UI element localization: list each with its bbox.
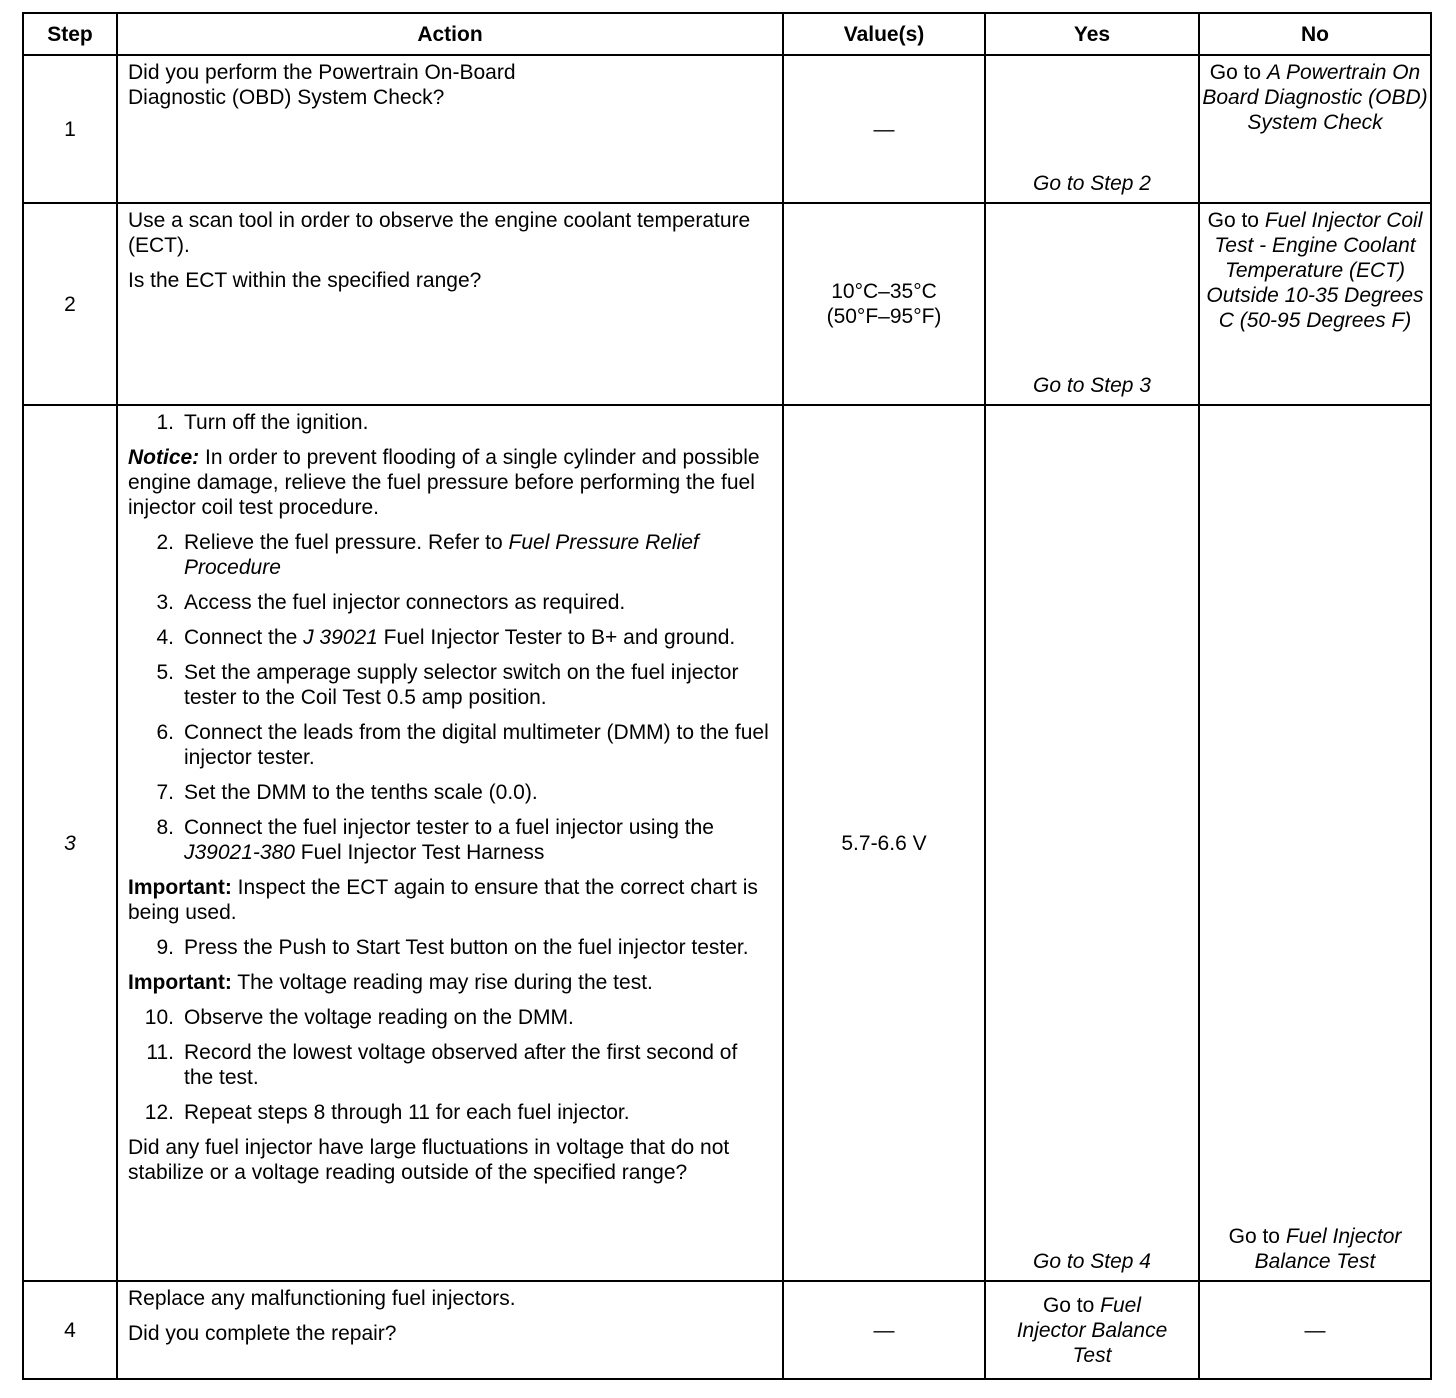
no-prefix: Go to bbox=[1209, 61, 1262, 84]
yes-cell[interactable] bbox=[985, 1281, 1199, 1379]
no-link[interactable]: Fuel Injector Balance Test bbox=[1254, 1225, 1402, 1273]
tool-reference: J39021-380 bbox=[184, 841, 295, 864]
procedure-list bbox=[128, 1005, 772, 1125]
list-item: 2. Relieve the fuel pressure. Refer to Fuel Pressure Relief Procedure bbox=[156, 531, 699, 579]
diagnostic-table bbox=[22, 12, 1432, 1380]
list-item: 4. Connect the J 39021 Fuel Injector Tester to B+ and ground. bbox=[156, 626, 736, 649]
table-row-step-1 bbox=[23, 55, 1431, 203]
action-text: Did you perform the Powertrain On-Board Diagnostic (OBD) System Check? bbox=[128, 61, 516, 109]
list-item: 5. Set the amperage supply selector switch on the fuel injector tester to the Coil Test 0.5 amp position. bbox=[156, 661, 739, 709]
list-item: 7. Set the DMM to the tenths scale (0.0). bbox=[156, 781, 538, 804]
header-no: No bbox=[1199, 13, 1431, 55]
value-cell: 5.7-6.6 V bbox=[783, 405, 985, 1281]
action-cell bbox=[117, 1281, 783, 1379]
table-row-step-2 bbox=[23, 203, 1431, 405]
header-yes: Yes bbox=[985, 13, 1199, 55]
action-cell bbox=[117, 55, 783, 203]
yes-cell[interactable]: Go to Step 3 bbox=[985, 203, 1199, 405]
action-cell bbox=[117, 203, 783, 405]
important-note: Important: Inspect the ECT again to ensure that the correct chart is being used. bbox=[128, 876, 758, 924]
value-celsius: 10°C–35°C bbox=[831, 280, 937, 303]
action-text: Use a scan tool in order to observe the engine coolant temperature (ECT). bbox=[128, 209, 751, 257]
procedure-list bbox=[128, 530, 772, 865]
value-cell bbox=[783, 203, 985, 405]
important-note: Important: The voltage reading may rise during the test. bbox=[128, 971, 653, 994]
step-number: 1 bbox=[23, 55, 117, 203]
list-item: 11. Record the lowest voltage observed after the first second of the test. bbox=[146, 1041, 738, 1089]
list-item: 6. Connect the leads from the digital multimeter (DMM) to the fuel injector tester. bbox=[156, 721, 769, 769]
action-cell bbox=[117, 405, 783, 1281]
no-link[interactable]: Fuel Injector Coil Test - Engine Coolant Temperature (ECT) Outside 10-35 Degrees C (50-95 Degrees F) bbox=[1206, 209, 1424, 332]
action-question: Did you complete the repair? bbox=[128, 1322, 397, 1345]
step-number: 4 bbox=[23, 1281, 117, 1379]
step-number: 3 bbox=[23, 405, 117, 1281]
no-prefix: Go to bbox=[1228, 1225, 1280, 1248]
table-row-step-4 bbox=[23, 1281, 1431, 1379]
no-cell[interactable] bbox=[1199, 203, 1431, 405]
no-cell[interactable] bbox=[1199, 55, 1431, 203]
value-cell: — bbox=[783, 1281, 985, 1379]
list-item: 1. Turn off the ignition. bbox=[156, 411, 369, 434]
yes-link[interactable]: Fuel Injector Balance Test bbox=[1016, 1293, 1168, 1367]
procedure-list bbox=[128, 410, 772, 435]
list-item: 10. Observe the voltage reading on the DMM. bbox=[144, 1006, 574, 1029]
action-question: Did any fuel injector have large fluctuations in voltage that do not stabilize or a voltage reading outside of the specified range? bbox=[128, 1136, 730, 1184]
no-cell: — bbox=[1199, 1281, 1431, 1379]
list-item: 3. Access the fuel injector connectors as required. bbox=[156, 591, 626, 614]
list-item: 8. Connect the fuel injector tester to a fuel injector using the J39021-380 Fuel Injector Test Harness bbox=[156, 816, 714, 864]
table-row-step-3 bbox=[23, 405, 1431, 1281]
reference-link[interactable]: Fuel Pressure Relief Procedure bbox=[184, 531, 699, 579]
list-item: 12. Repeat steps 8 through 11 for each fuel injector. bbox=[144, 1101, 630, 1124]
yes-cell[interactable]: Go to Step 2 bbox=[985, 55, 1199, 203]
procedure-list bbox=[128, 935, 772, 960]
value-cell: — bbox=[783, 55, 985, 203]
tool-reference: J 39021 bbox=[303, 626, 378, 649]
action-question: Is the ECT within the specified range? bbox=[128, 269, 482, 292]
notice-note: Notice: In order to prevent flooding of a single cylinder and possible engine damage, relieve the fuel pressure before performing the fuel injector coil test procedure. bbox=[128, 446, 760, 519]
header-row bbox=[23, 13, 1431, 55]
header-step: Step bbox=[23, 13, 117, 55]
value-fahrenheit: (50°F–95°F) bbox=[826, 305, 942, 328]
no-prefix: Go to bbox=[1207, 209, 1259, 232]
header-action: Action bbox=[117, 13, 783, 55]
list-item: 9. Press the Push to Start Test button on the fuel injector tester. bbox=[156, 936, 749, 959]
no-link[interactable]: A Powertrain On Board Diagnostic (OBD) System Check bbox=[1202, 61, 1428, 134]
yes-cell[interactable]: Go to Step 4 bbox=[985, 405, 1199, 1281]
no-cell[interactable] bbox=[1199, 405, 1431, 1281]
step-number: 2 bbox=[23, 203, 117, 405]
header-values: Value(s) bbox=[783, 13, 985, 55]
yes-prefix: Go to bbox=[1042, 1293, 1095, 1317]
action-text: Replace any malfunctioning fuel injectors. bbox=[128, 1287, 516, 1310]
